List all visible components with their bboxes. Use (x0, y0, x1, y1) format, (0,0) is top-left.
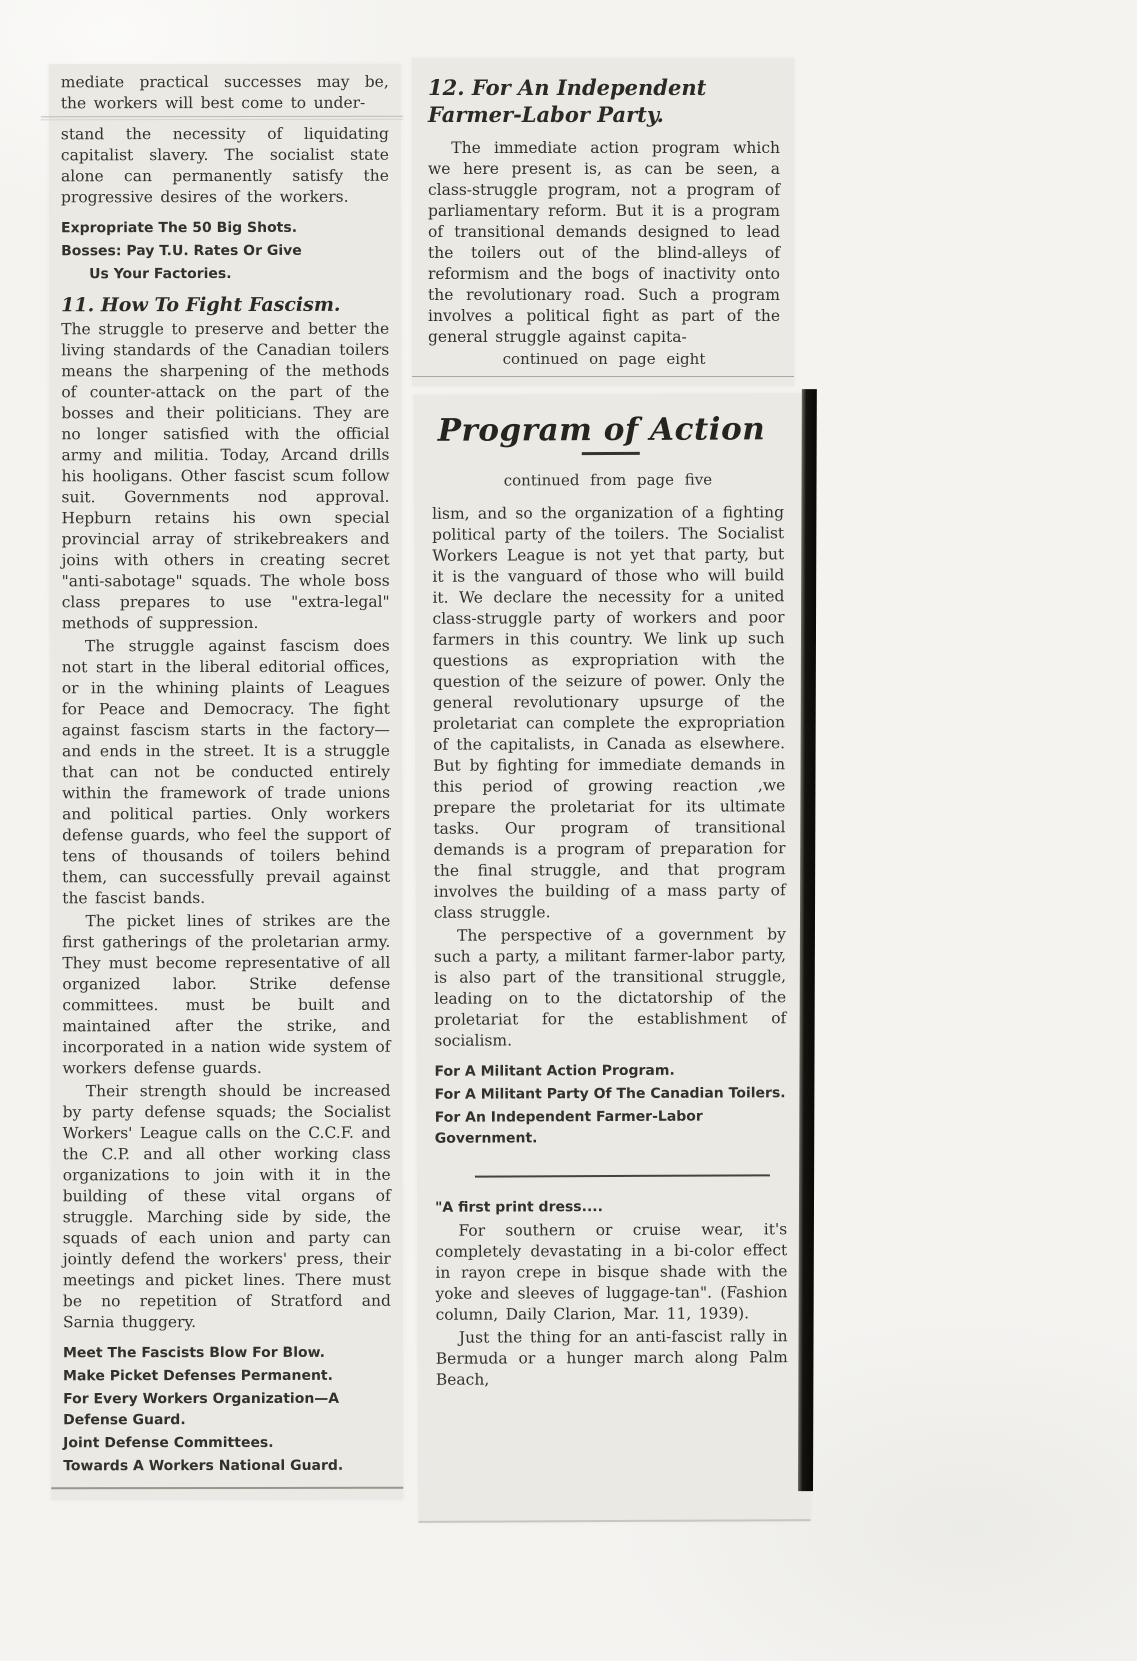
slogan-group-expropriate (61, 218, 389, 286)
slogan-line-picket-defenses: Make Picket Defenses Permanent. (63, 1367, 333, 1385)
intro-paragraph-rest: stand the necessity of liquidating capitalist slavery. The socialist state alone can permanently satisfy the progressive desires of the workers. (60, 124, 389, 207)
headline-underline (582, 452, 640, 455)
slogan-line-joint-committees: Joint Defense Committees. (63, 1434, 274, 1452)
crease-line (41, 116, 403, 121)
clipping-fold-shadow (798, 389, 817, 1491)
slogan-group-defense (63, 1343, 391, 1478)
article-headline: Program of Action (437, 411, 766, 449)
paragraph-program-2: The perspective of a government by such a party, a militant farmer-labor party, is also part of the transitional struggle, leading on to the dictatorship of the proletariat for the establishment of socialism. (433, 925, 787, 1050)
paragraph-fascism-3: The picket lines of strikes are the first gatherings of the proletarian army. They must become representative of all organized labor. Strike defense committees. must be built and maintained after the strike, and incorporated in a nation wide system of workers defense guards. (62, 911, 391, 1078)
paragraph-fashion-comment: Just the thing for an anti-fascist rally in Bermuda or a hunger march along Palm Beach, (435, 1327, 788, 1389)
fashion-quote-heading: "A first print dress.... (435, 1199, 603, 1216)
bottom-rule-left (51, 1487, 403, 1490)
clipping-program-of-action (414, 393, 811, 1523)
section-divider (475, 1174, 770, 1177)
paragraph-fashion-quote: For southern or cruise wear, it's completely devastating in a bi-color effect in rayon crepe in bisque shade with the yoke and sleeves of luggage-tan". (Fashion column, Daily Clarion, Mar. 11, 1939). (435, 1220, 788, 1324)
slogan-line-blow-for-blow: Meet The Fascists Blow For Blow. (62, 1344, 325, 1362)
spacer (428, 130, 780, 138)
slogan-line-factories: Us Your Factories. (89, 265, 232, 283)
slogan-group-militant (434, 1060, 786, 1150)
paragraph-fascism-4: Their strength should be increased by party defense squads; the Socialist Workers' League calls on the C.C.F. and the C.P. and all other working class organizations to join with it in the building of these vital organs of struggle. Marching side by side, the squads of each union and party can jointly defend the workers' press, their meetings and picket lines. There must be no repetition of Stratford and Sarnia thuggery. (62, 1081, 391, 1332)
section-heading-farmer-labor-party: 12. For An Independent Farmer-Labor Party. (428, 75, 707, 127)
slogan-line-action-program: For A Militant Action Program. (434, 1062, 675, 1080)
paragraph-program-1: lism, and so the organization of a fighting political party of the toilers. The Socialist Workers League is not yet that party, but it is the vanguard of those who will build it. We declare the necessity for a united class-struggle party of workers and poor farmers in this country. We link up such questions as expropriation with the question of the seizure of power. Only the general revolutionary upsurge of the proletariat can complete the expropriation of the capitalists, in Canada as elsewhere. But by fighting for immediate demands in this period of growing reaction ,we prepare the proletariat for its ultimate tasks. Our program of transitional demands is a program of preparation for the final struggle, and that program involves the building of a mass party of class struggle. (432, 503, 786, 922)
slogan-line-defense-guard: For Every Workers Organization—A Defense Guard. (63, 1390, 340, 1429)
paragraph-action-program: The immediate action program which we here present is, as can be seen, a class-struggle program, not a program of parliamentary reform. But it is a program of transitional demands designed to lead the toilers out of the blind-alleys of reformism and the bogs of inactivity onto the revolutionary road. Such a program involves a political fight as part of the general struggle against capita- (428, 139, 780, 346)
continued-on-page-note: continued on page eight (502, 350, 706, 368)
paragraph-fascism-1: The struggle to preserve and better the living standards of the Canadian toilers means the sharpening of the methods of counter-attack on the part of the bosses and their politicians. They are no longer satisfied with the official army and militia. Today, Arcand drills his hooligans. Other fascist scum follow suit. Governments nod approval. Hepburn retains his own special provincial array of strikebreakers and joins with others in creating secret "anti-sabotage" squads. The whole boss class prepares to use "extra-legal" methods of suppression. (61, 319, 390, 633)
continued-from-page-note: continued from page five (503, 470, 713, 490)
slogan-line-national-guard: Towards A Workers National Guard. (63, 1457, 344, 1475)
slogan-line-militant-party: For A Militant Party Of The Canadian Toilers. (434, 1085, 786, 1103)
clipping-left-column (49, 64, 404, 1501)
clipping-farmer-labor-party (412, 58, 794, 386)
slogan-line-bosses: Bosses: Pay T.U. Rates Or Give (61, 242, 302, 260)
paragraph-fascism-2: The struggle against fascism does not start in the liberal editorial offices, or in the whining plaints of Leagues for Peace and Democracy. The fight against fascism starts in the factory—and ends in the street. It is a struggle that can not be conducted entirely within the framework of trade unions and political parties. Only workers defense guards, who feel the support of tens of thousands of toilers behind them, can successfully prevail against the fascist bands. (61, 636, 391, 908)
section-heading-how-to-fight-fascism: 11. How To Fight Fascism. (61, 293, 341, 317)
intro-paragraph-top: mediate practical successes may be, the workers will best come to under- (60, 72, 389, 113)
slogan-line-expropriate: Expropriate The 50 Big Shots. (61, 219, 298, 237)
bottom-rule-right-top (412, 376, 794, 377)
slogan-line-farmer-labor-government: For An Independent Farmer-Labor Government. (434, 1108, 703, 1147)
